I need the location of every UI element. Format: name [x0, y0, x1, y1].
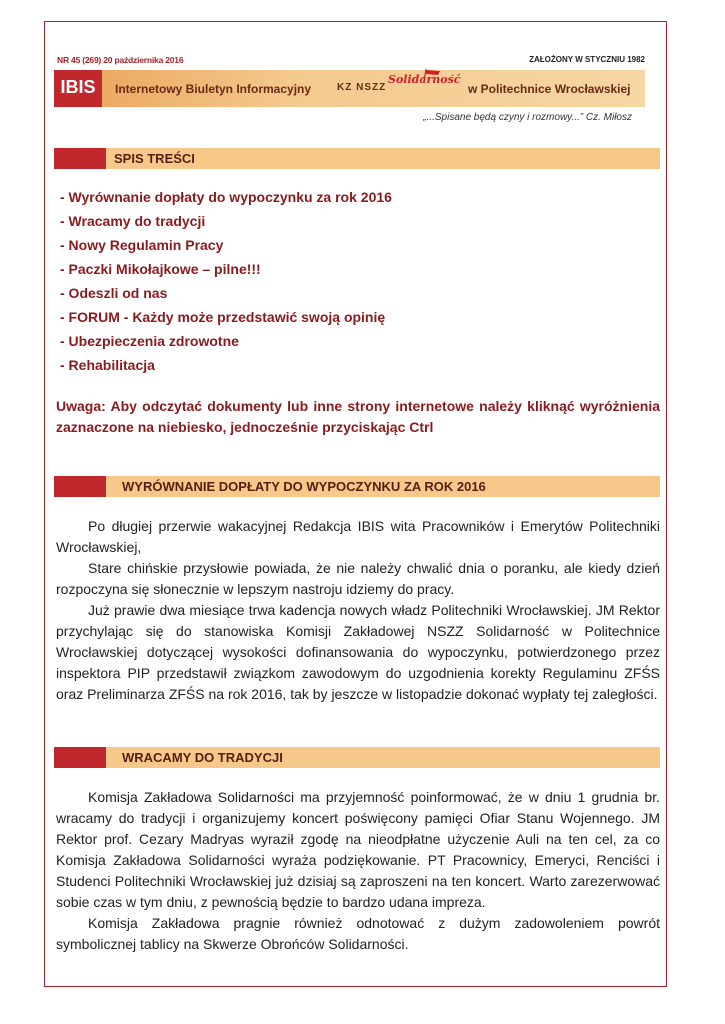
- section-marker: [54, 476, 106, 497]
- toc-link[interactable]: - Wracamy do tradycji: [60, 213, 206, 229]
- ibis-logo: IBIS: [54, 70, 102, 107]
- paragraph: Stare chińskie przysłowie powiada, że nie należy chwalić dnia o poranku, ale kiedy dzień rozpoczyna się słonecznie w lepszym nastroju idziemy do pracy.: [56, 560, 660, 597]
- issue-number: NR 45 (269) 20 października 2016: [57, 55, 184, 65]
- toc-link[interactable]: - Wyrównanie dopłaty do wypoczynku za rok 2016: [60, 189, 392, 205]
- solidarnosc-logo: Solidarność: [388, 73, 461, 86]
- quote-text: „...Spisane będą czyny i rozmowy...”: [423, 112, 584, 123]
- union-abbrev: KZ NSZZ: [337, 82, 387, 93]
- bulletin-title: Internetowy Biuletyn Informacyjny: [115, 82, 312, 96]
- section-heading: WRACAMY DO TRADYCJI: [122, 750, 283, 765]
- toc-link[interactable]: - Rehabilitacja: [60, 357, 155, 373]
- toc-header-bar: [54, 148, 660, 169]
- section-heading: WYRÓWNANIE DOPŁATY DO WYPOCZYNKU ZA ROK 2016: [122, 479, 486, 494]
- paragraph: Komisja Zakładowa pragnie również odnotować z dużym zadowoleniem powrót symbolicznej tablicy na Skwerze Obrońców Solidarności.: [56, 915, 660, 952]
- toc-link[interactable]: - Paczki Mikołajkowe – pilne!!!: [60, 261, 261, 277]
- paragraph: Już prawie dwa miesiące trwa kadencja nowych władz Politechniki Wrocławskiej. JM Rektor przychylając się do stanowiska Komisji Zakładowej NSZZ Solidarność w Politechnice Wrocławskiej dotyczącej wysokości dofinansowania do wypoczynku, potwierdzonego przez inspektora PIP przedstawił związkom zawodowym do uzgodnienia korekty Regulaminu ZFŚS oraz Preliminarza ZFŚS na rok 2016, tak by jeszcze w listopadzie dokonać wypłaty tej zaległości.: [56, 602, 660, 702]
- section-marker: [54, 747, 106, 768]
- toc-link[interactable]: - FORUM - Każdy może przedstawić swoją opinię: [60, 309, 386, 325]
- toc-link[interactable]: - Odeszli od nas: [60, 285, 168, 301]
- section-header-bar: [54, 747, 660, 768]
- toc-heading: SPIS TREŚCI: [114, 151, 195, 166]
- paragraph: Po długiej przerwie wakacyjnej Redakcja IBIS wita Pracowników i Emerytów Politechniki Wrocławskiej,: [56, 518, 660, 555]
- table-of-contents: [60, 185, 392, 377]
- toc-link[interactable]: - Ubezpieczenia zdrowotne: [60, 333, 239, 349]
- paragraph: Komisja Zakładowa Solidarności ma przyjemność poinformować, że w dniu 1 grudnia br. wracamy do tradycji i organizujemy koncert poświęcony pamięci Ofiar Stanu Wojennego. JM Rektor prof. Cezary Madryas wyraził zgodę na nieodpłatne użyczenie Auli na ten cel, za co Komisja Zakładowa Solidarności wyraża podziękowanie. PT Pracownicy, Emeryci, Renciści i Studenci Politechniki Wrocławskiej już dzisiaj są zaproszeni na ten koncert. Warto zarezerwować sobie czas w tym dniu, z pewnością będzie to bardzo udana impreza.: [56, 789, 660, 910]
- section-body: [56, 516, 660, 705]
- motto-quote: [423, 112, 632, 123]
- founded-date: ZAŁOŻONY W STYCZNIU 1982: [529, 55, 645, 64]
- toc-link[interactable]: - Nowy Regulamin Pracy: [60, 237, 224, 253]
- institution-name: w Politechnice Wrocławskiej: [468, 82, 631, 96]
- quote-author: Cz. Miłosz: [585, 112, 632, 123]
- section-header-bar: [54, 476, 660, 497]
- section-marker: [54, 148, 106, 169]
- ctrl-click-note: Uwaga: Aby odczytać dokumenty lub inne strony internetowe należy kliknąć wyróżnienia zaznaczone na niebiesko, jednocześnie przyciskając Ctrl: [56, 398, 660, 435]
- section-body: [56, 787, 660, 955]
